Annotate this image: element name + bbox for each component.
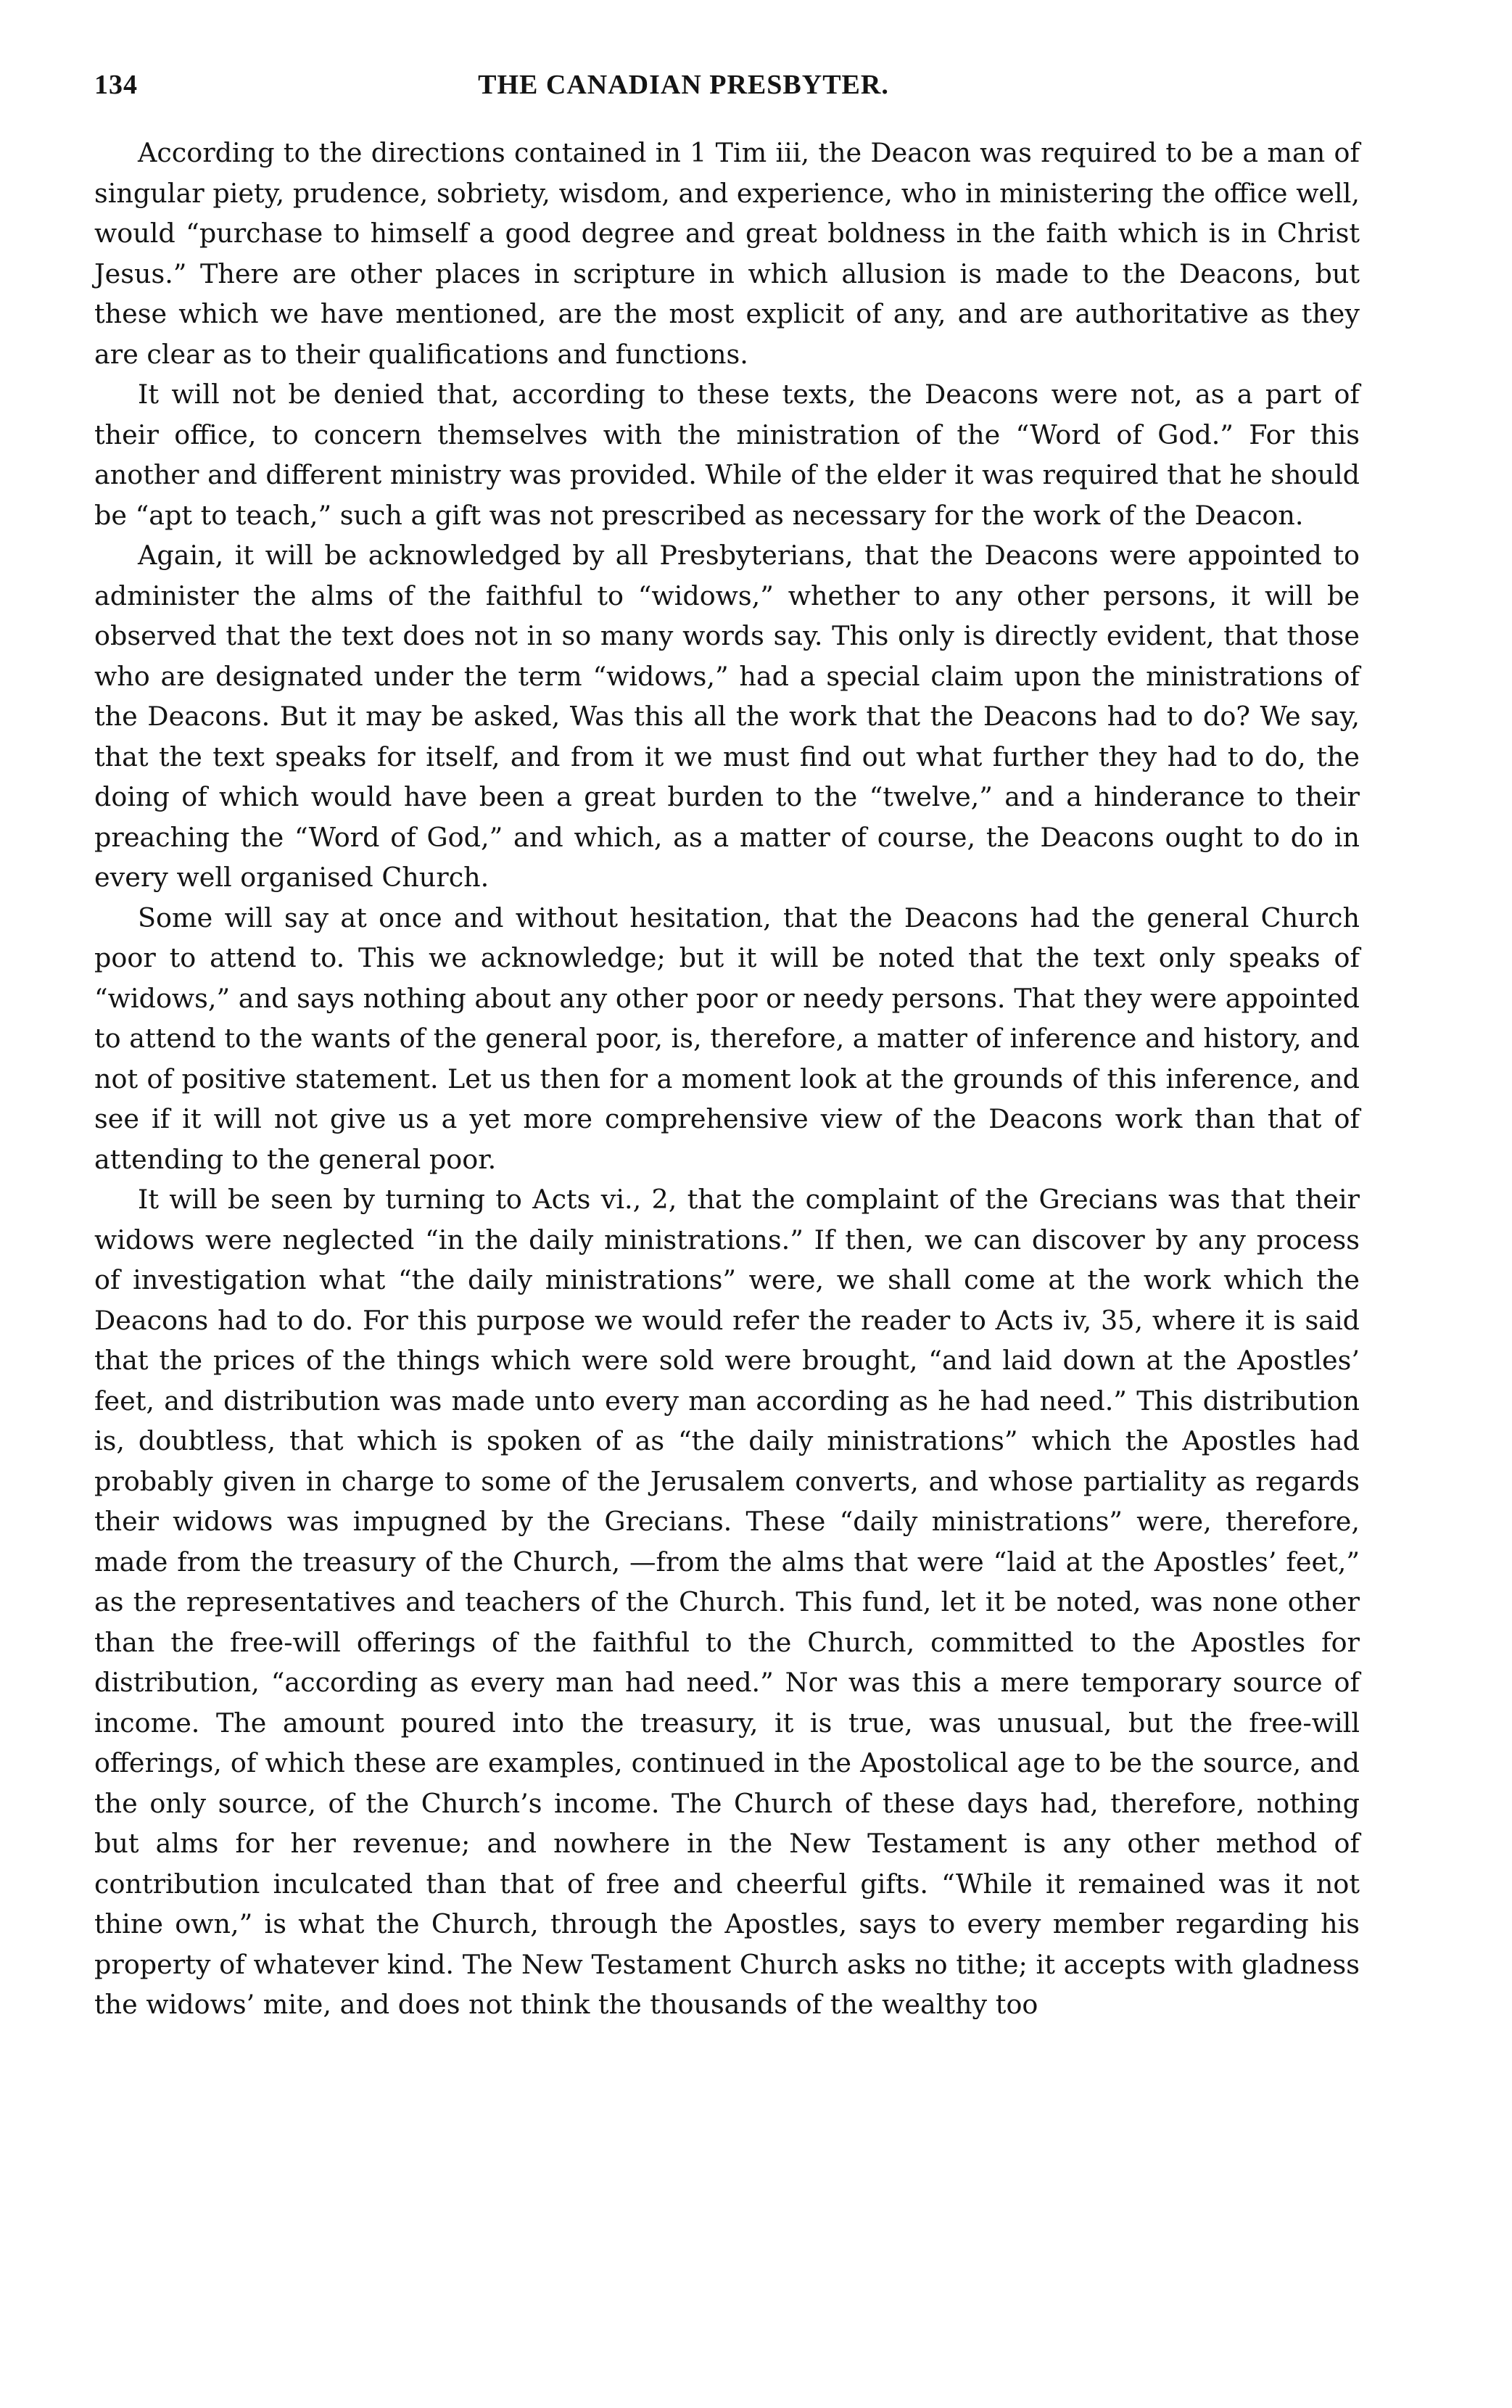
page bbox=[94, 69, 1360, 2346]
paragraph-alms-to-widows: Again, it will be acknowledged by all Presbyterians, that the Deacons were appointed to administer the alms of the faithful to “widows,” whether to any other persons, it will be observed that the text does not in so many words say. This only is directly evident, that those who are designated under the term “widows,” had a special claim upon the ministrations of the Deacons. But it may be asked, Was this all the work that the Deacons had to do? We say, that the text speaks for itself, and from it we must find out what further they had to do, the doing of which would have been a great burden to the “twelve,” and a hinderance to their preaching the “Word of God,” and which, as a matter of course, the Deacons ought to do in every well organised Church. bbox=[94, 540, 1360, 893]
body-text bbox=[94, 133, 1360, 2025]
paragraph-ministration-of-word: It will not be denied that, according to these texts, the Deacons were not, as a part of their office, to concern themselves with the ministration of the “Word of God.” For this another and different ministry was provided. While of the elder it was required that he should be “apt to teach,” such a gift was not prescribed as necessary for the work of the Deacon. bbox=[94, 379, 1360, 531]
paragraph-daily-ministrations: It will be seen by turning to Acts vi., 2, that the complaint of the Grecians was that their widows were neglected “in the daily ministrations.” If then, we can discover by any process of investigation what “the daily ministrations” were, we shall come at the work which the Deacons had to do. For this purpose we would refer the reader to Acts iv, 35, where it is said that the prices of the things which were sold were brought, “and laid down at the Apostles’ feet, and distribution was made unto every man according as he had need.” This distribution is, doubtless, that which is spoken of as “the daily ministrations” which the Apostles had probably given in charge to some of the Jerusalem converts, and whose partiality as regards their widows was impugned by the Grecians. These “daily ministrations” were, therefore, made from the treasury of the Church, —from the alms that were “laid at the Apostles’ feet,” as the representatives and teachers of the Church. This fund, let it be noted, was none other than the free-will offerings of the faithful to the Church, committed to the Apostles for distribution, “according as every man had need.” Nor was this a mere temporary source of income. The amount poured into the treasury, it is true, was unusual, but the free-will offerings, of which these are examples, continued in the Apostolical age to be the source, and the only source, of the Church’s income. The Church of these days had, therefore, nothing but alms for her revenue; and nowhere in the New Testament is any other method of contribution inculcated than that of free and cheerful gifts. “While it remained was it not thine own,” is what the Church, through the Apostles, says to every member regarding his property of whatever kind. The New Testament Church asks no tithe; it accepts with gladness the widows’ mite, and does not think the thousands of the wealthy too bbox=[94, 1184, 1360, 2020]
paragraph-deacon-qualifications: According to the directions contained in 1 Tim iii, the Deacon was required to be a man of singular piety, prudence, sobriety, wisdom, and experience, who in ministering the office well, would “purchase to himself a good degree and great boldness in the faith which is in Christ Jesus.” There are other places in scripture in which allusion is made to the Deacons, but these which we have mentioned, are the most explicit of any, and are authoritative as they are clear as to their qualifications and functions. bbox=[94, 137, 1360, 370]
running-title: THE CANADIAN PRESBYTER. bbox=[478, 70, 889, 100]
running-header bbox=[94, 69, 1360, 112]
page-number: 134 bbox=[94, 70, 138, 100]
paragraph-general-poor: Some will say at once and without hesitation, that the Deacons had the general Church poor to attend to. This we acknowledge; but it will be noted that the text only speaks of “widows,” and says nothing about any other poor or needy persons. That they were appointed to attend to the wants of the general poor, is, therefore, a matter of inference and history, and not of positive statement. Let us then for a moment look at the grounds of this inference, and see if it will not give us a yet more comprehensive view of the Deacons work than that of attending to the general poor. bbox=[94, 902, 1360, 1175]
